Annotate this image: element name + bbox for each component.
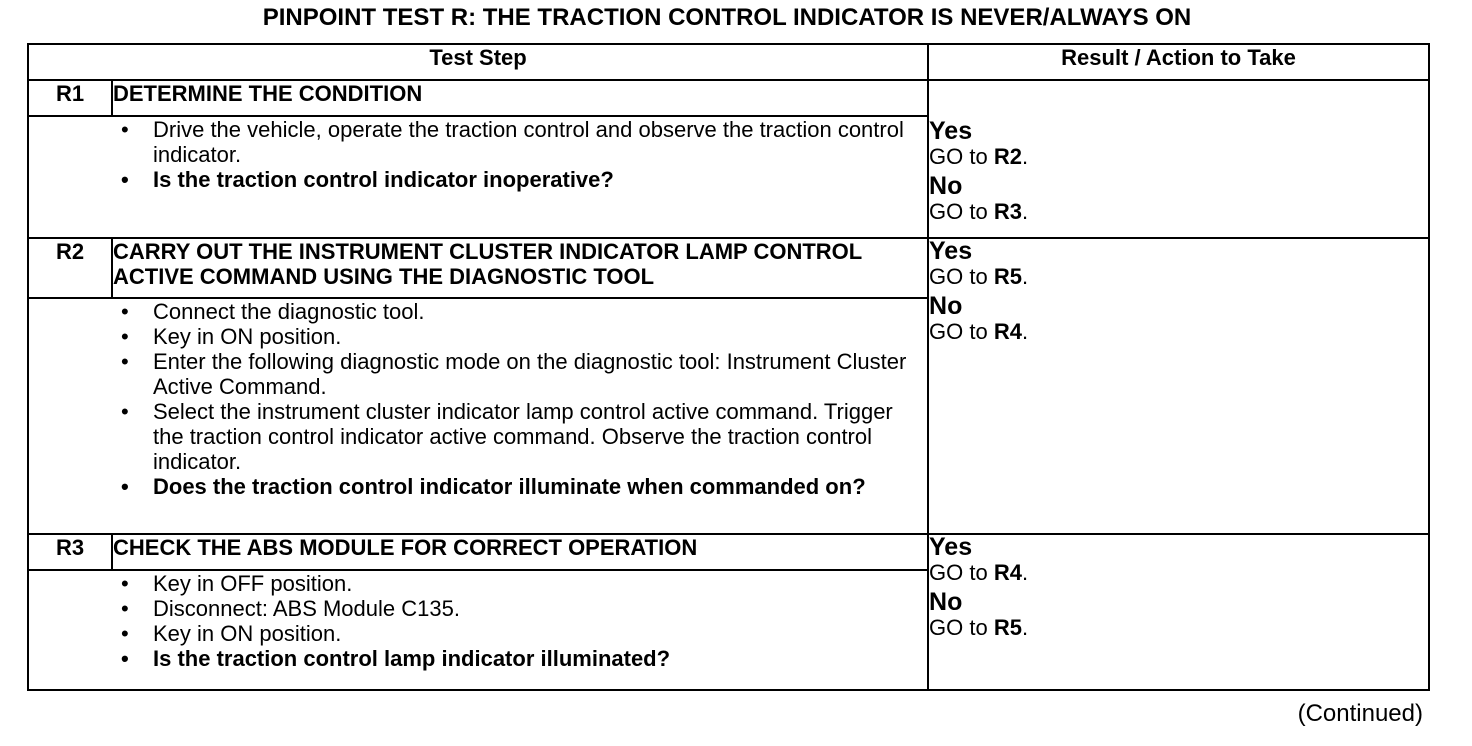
question-item: • Does the traction control indicator illuminate when commanded on?	[121, 474, 866, 499]
no-target-link[interactable]: R4	[993, 319, 1022, 344]
yes-target-link[interactable]: R5	[993, 264, 1022, 289]
yes-target-link[interactable]: R4	[993, 560, 1022, 585]
page-title: PINPOINT TEST R: THE TRACTION CONTROL INDICATOR IS NEVER/ALWAYS ON	[262, 4, 1192, 31]
question-item: • Is the traction control lamp indicator illuminated?	[121, 646, 671, 671]
action-item: • Connect the diagnostic tool.	[121, 299, 425, 324]
action-item: • Drive the vehicle, operate the traction control and observe the traction control indicator.	[121, 117, 904, 167]
no-action: GO to R5.	[929, 615, 1029, 640]
no-target-link[interactable]: R5	[993, 615, 1022, 640]
step-id: R1	[28, 80, 112, 116]
continued-label: (Continued)	[1297, 700, 1423, 727]
action-item: • Enter the following diagnostic mode on the diagnostic tool: Instrument Cluster Active Command.	[121, 349, 907, 399]
step-r3-title-row	[28, 534, 1429, 570]
action-item: • Key in OFF position.	[121, 571, 353, 596]
action-item: • Disconnect: ABS Module C135.	[121, 596, 460, 621]
yes-label: Yes	[929, 237, 973, 265]
step-r2-title-row	[28, 238, 1429, 298]
pinpoint-test-table	[27, 43, 1430, 691]
action-item: • Select the instrument cluster indicator lamp control active command. Trigger the traction control indicator active command. Observe the traction control indicator.	[121, 399, 893, 474]
action-item: • Key in ON position.	[121, 621, 342, 646]
step-r1-result	[928, 80, 1429, 238]
step-body	[28, 116, 928, 238]
no-label: No	[929, 172, 963, 200]
step-r3-result	[928, 534, 1429, 690]
no-action: GO to R4.	[929, 319, 1029, 344]
header-test-step: Test Step	[28, 44, 928, 80]
no-target-link[interactable]: R3	[993, 199, 1022, 224]
step-r1-title-row	[28, 80, 1429, 116]
no-action: GO to R3.	[929, 199, 1029, 224]
step-name: CHECK THE ABS MODULE FOR CORRECT OPERATION	[112, 534, 928, 570]
step-name: DETERMINE THE CONDITION	[112, 80, 928, 116]
action-item: • Key in ON position.	[121, 324, 342, 349]
header-result-action: Result / Action to Take	[928, 44, 1429, 80]
step-id: R3	[28, 534, 112, 570]
no-label: No	[929, 292, 963, 320]
no-label: No	[929, 588, 963, 616]
step-name: CARRY OUT THE INSTRUMENT CLUSTER INDICATOR LAMP CONTROL ACTIVE COMMAND USING THE DIAGNOSTIC TOOL	[112, 238, 928, 298]
table-header-row	[28, 44, 1429, 80]
step-id: R2	[28, 238, 112, 298]
step-body	[28, 298, 928, 534]
step-body	[28, 570, 928, 690]
yes-label: Yes	[929, 533, 973, 561]
yes-action: GO to R2.	[929, 144, 1029, 169]
question-item: • Is the traction control indicator inoperative?	[121, 167, 614, 192]
yes-label: Yes	[929, 117, 973, 145]
step-r2-result	[928, 238, 1429, 534]
yes-action: GO to R4.	[929, 560, 1029, 585]
yes-target-link[interactable]: R2	[993, 144, 1022, 169]
yes-action: GO to R5.	[929, 264, 1029, 289]
